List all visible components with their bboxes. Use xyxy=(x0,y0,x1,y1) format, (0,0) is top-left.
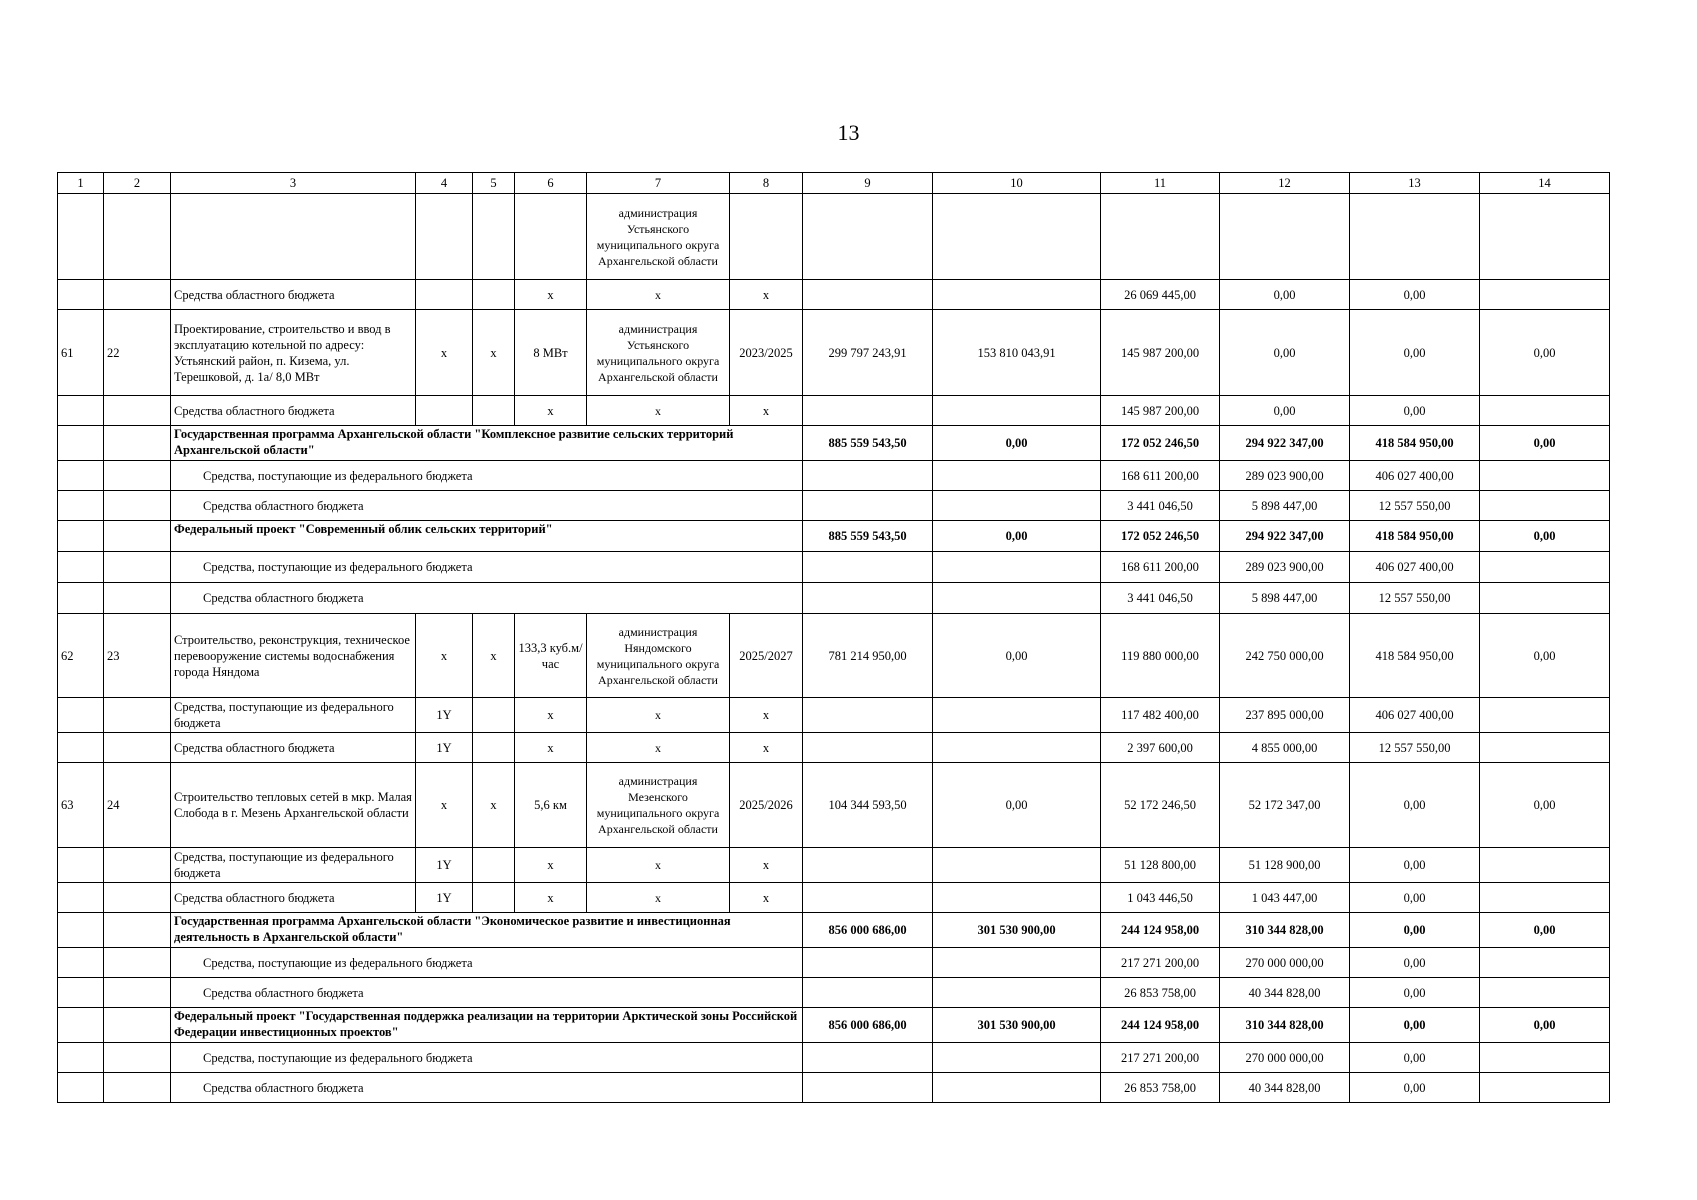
cell-c10 xyxy=(933,848,1101,883)
column-number-header: 5 xyxy=(473,173,515,194)
cell-c1: 63 xyxy=(58,763,104,848)
cell-c7: x xyxy=(587,396,730,426)
cell-c14 xyxy=(1480,396,1610,426)
program-row xyxy=(58,426,1610,461)
cell-c10 xyxy=(933,733,1101,763)
cell-c7: администрация Мезенского муниципального округа Архангельской области xyxy=(587,763,730,848)
cell-c7: x xyxy=(587,698,730,733)
cell-c11: 51 128 800,00 xyxy=(1101,848,1220,883)
cell-c12: 0,00 xyxy=(1220,396,1350,426)
cell-c6: x xyxy=(515,848,587,883)
cell-c9 xyxy=(803,883,933,913)
cell-c11: 145 987 200,00 xyxy=(1101,310,1220,396)
cell-c1 xyxy=(58,280,104,310)
cell-c13: 406 027 400,00 xyxy=(1350,698,1480,733)
cell-c3: Проектирование, строительство и ввод в эксплуатацию котельной по адресу: Устьянский район, п. Кизема, ул. Терешковой, д. 1а/ 8,0 МВт xyxy=(171,310,416,396)
cell-c4: 1Y xyxy=(416,883,473,913)
cell-c2 xyxy=(104,426,171,461)
cell-c1 xyxy=(58,978,104,1008)
cell-c1 xyxy=(58,848,104,883)
cell-c14 xyxy=(1480,948,1610,978)
cell-c12: 0,00 xyxy=(1220,280,1350,310)
cell-c5: x xyxy=(473,614,515,698)
cell-c2 xyxy=(104,733,171,763)
cell-c5: x xyxy=(473,763,515,848)
cell-c14 xyxy=(1480,583,1610,614)
cell-c6: x xyxy=(515,733,587,763)
cell-title: Средства, поступающие из федерального бюджета xyxy=(171,1043,803,1073)
cell-c9: 299 797 243,91 xyxy=(803,310,933,396)
cell-c2 xyxy=(104,848,171,883)
cell-c1 xyxy=(58,1073,104,1103)
cell-c6: 8 МВт xyxy=(515,310,587,396)
cell-c11: 26 853 758,00 xyxy=(1101,978,1220,1008)
cell-c12: 5 898 447,00 xyxy=(1220,583,1350,614)
column-number-row xyxy=(58,173,1610,194)
cell-c5 xyxy=(473,733,515,763)
cell-c4: x xyxy=(416,763,473,848)
cell-c1 xyxy=(58,426,104,461)
cell-c9: 104 344 593,50 xyxy=(803,763,933,848)
cell-title: Средства, поступающие из федерального бюджета xyxy=(171,461,803,491)
cell-c14: 0,00 xyxy=(1480,763,1610,848)
cell-c12: 294 922 347,00 xyxy=(1220,521,1350,552)
table-row xyxy=(58,310,1610,396)
cell-c2 xyxy=(104,583,171,614)
cell-c3: Средства, поступающие из федерального бюджета xyxy=(171,698,416,733)
cell-c1 xyxy=(58,913,104,948)
cell-title: Средства областного бюджета xyxy=(171,1073,803,1103)
cell-c9: 781 214 950,00 xyxy=(803,614,933,698)
cell-c1 xyxy=(58,491,104,521)
cell-c8: 2025/2027 xyxy=(730,614,803,698)
cell-c9: 885 559 543,50 xyxy=(803,426,933,461)
cell-c5 xyxy=(473,883,515,913)
cell-c9 xyxy=(803,848,933,883)
cell-c9 xyxy=(803,583,933,614)
cell-c12: 0,00 xyxy=(1220,310,1350,396)
cell-c13: 406 027 400,00 xyxy=(1350,461,1480,491)
funding-source-row xyxy=(58,1073,1610,1103)
cell-c1 xyxy=(58,396,104,426)
cell-c10 xyxy=(933,583,1101,614)
cell-c4 xyxy=(416,194,473,280)
cell-c12: 270 000 000,00 xyxy=(1220,948,1350,978)
cell-c5 xyxy=(473,194,515,280)
column-number-header: 7 xyxy=(587,173,730,194)
cell-c1 xyxy=(58,461,104,491)
cell-c6: x xyxy=(515,698,587,733)
column-number-header: 10 xyxy=(933,173,1101,194)
cell-c12: 51 128 900,00 xyxy=(1220,848,1350,883)
cell-c14: 0,00 xyxy=(1480,521,1610,552)
cell-c6: 5,6 км xyxy=(515,763,587,848)
cell-c11: 145 987 200,00 xyxy=(1101,396,1220,426)
cell-c9: 856 000 686,00 xyxy=(803,913,933,948)
cell-c13: 0,00 xyxy=(1350,280,1480,310)
cell-c14: 0,00 xyxy=(1480,310,1610,396)
column-number-header: 12 xyxy=(1220,173,1350,194)
cell-c1 xyxy=(58,583,104,614)
cell-c14 xyxy=(1480,848,1610,883)
cell-c6: x xyxy=(515,883,587,913)
cell-c11: 244 124 958,00 xyxy=(1101,1008,1220,1043)
cell-c4: 1Y xyxy=(416,733,473,763)
cell-c11: 168 611 200,00 xyxy=(1101,461,1220,491)
cell-c7: администрация Няндомского муниципального округа Архангельской области xyxy=(587,614,730,698)
cell-c12: 5 898 447,00 xyxy=(1220,491,1350,521)
cell-c6: 133,3 куб.м/час xyxy=(515,614,587,698)
cell-c10: 0,00 xyxy=(933,426,1101,461)
funding-source-row xyxy=(58,552,1610,583)
cell-c10 xyxy=(933,491,1101,521)
column-number-header: 2 xyxy=(104,173,171,194)
cell-title: Государственная программа Архангельской области "Экономическое развитие и инвестиционная деятельность в Архангельской области" xyxy=(171,913,803,948)
cell-c2: 23 xyxy=(104,614,171,698)
cell-c6: x xyxy=(515,280,587,310)
cell-c10 xyxy=(933,552,1101,583)
cell-c8: 2023/2025 xyxy=(730,310,803,396)
cell-c14 xyxy=(1480,461,1610,491)
column-number-header: 11 xyxy=(1101,173,1220,194)
cell-c10: 0,00 xyxy=(933,763,1101,848)
column-number-header: 14 xyxy=(1480,173,1610,194)
cell-c11: 119 880 000,00 xyxy=(1101,614,1220,698)
cell-c13 xyxy=(1350,194,1480,280)
cell-title: Средства, поступающие из федерального бюджета xyxy=(171,552,803,583)
cell-c14 xyxy=(1480,698,1610,733)
cell-c12: 1 043 447,00 xyxy=(1220,883,1350,913)
cell-c3: Строительство, реконструкция, техническое перевооружение системы водоснабжения города Няндома xyxy=(171,614,416,698)
table-row xyxy=(58,883,1610,913)
cell-c11: 3 441 046,50 xyxy=(1101,491,1220,521)
funding-source-row xyxy=(58,461,1610,491)
cell-c13: 0,00 xyxy=(1350,396,1480,426)
cell-c1 xyxy=(58,1008,104,1043)
cell-c13: 0,00 xyxy=(1350,978,1480,1008)
cell-c11: 217 271 200,00 xyxy=(1101,948,1220,978)
cell-c12: 237 895 000,00 xyxy=(1220,698,1350,733)
cell-c10 xyxy=(933,461,1101,491)
cell-c8: 2025/2026 xyxy=(730,763,803,848)
program-row xyxy=(58,521,1610,552)
cell-c12: 310 344 828,00 xyxy=(1220,1008,1350,1043)
cell-c7: x xyxy=(587,883,730,913)
cell-c4: x xyxy=(416,310,473,396)
cell-c13: 418 584 950,00 xyxy=(1350,426,1480,461)
cell-c13: 0,00 xyxy=(1350,1073,1480,1103)
cell-c2 xyxy=(104,978,171,1008)
cell-c10 xyxy=(933,396,1101,426)
cell-c1: 61 xyxy=(58,310,104,396)
column-number-header: 3 xyxy=(171,173,416,194)
cell-c12: 310 344 828,00 xyxy=(1220,913,1350,948)
cell-c3: Средства областного бюджета xyxy=(171,280,416,310)
table-row xyxy=(58,848,1610,883)
cell-c14: 0,00 xyxy=(1480,913,1610,948)
cell-c12 xyxy=(1220,194,1350,280)
cell-c9 xyxy=(803,552,933,583)
cell-c2 xyxy=(104,461,171,491)
column-number-header: 1 xyxy=(58,173,104,194)
cell-c2 xyxy=(104,698,171,733)
cell-c9 xyxy=(803,491,933,521)
cell-c13: 12 557 550,00 xyxy=(1350,733,1480,763)
cell-c3 xyxy=(171,194,416,280)
cell-c13: 0,00 xyxy=(1350,1043,1480,1073)
cell-c2 xyxy=(104,552,171,583)
cell-c10 xyxy=(933,1073,1101,1103)
cell-title: Средства, поступающие из федерального бюджета xyxy=(171,948,803,978)
cell-c2 xyxy=(104,948,171,978)
cell-c11: 2 397 600,00 xyxy=(1101,733,1220,763)
cell-c8: x xyxy=(730,733,803,763)
cell-c7: x xyxy=(587,848,730,883)
cell-c10 xyxy=(933,194,1101,280)
cell-c2 xyxy=(104,396,171,426)
cell-c11: 217 271 200,00 xyxy=(1101,1043,1220,1073)
cell-c2 xyxy=(104,1043,171,1073)
cell-title: Средства областного бюджета xyxy=(171,491,803,521)
cell-c9 xyxy=(803,1043,933,1073)
page-number: 13 xyxy=(837,120,860,145)
cell-c14: 0,00 xyxy=(1480,1008,1610,1043)
cell-c12: 270 000 000,00 xyxy=(1220,1043,1350,1073)
table-row xyxy=(58,280,1610,310)
cell-title: Федеральный проект "Современный облик сельских территорий" xyxy=(171,521,803,552)
cell-c2 xyxy=(104,1073,171,1103)
table-row xyxy=(58,763,1610,848)
cell-c12: 289 023 900,00 xyxy=(1220,461,1350,491)
cell-c13: 0,00 xyxy=(1350,948,1480,978)
cell-c12: 294 922 347,00 xyxy=(1220,426,1350,461)
cell-c13: 12 557 550,00 xyxy=(1350,583,1480,614)
budget-table xyxy=(57,172,1610,1103)
cell-c1 xyxy=(58,883,104,913)
cell-c14 xyxy=(1480,491,1610,521)
cell-title: Средства областного бюджета xyxy=(171,978,803,1008)
cell-c2 xyxy=(104,491,171,521)
cell-c1 xyxy=(58,948,104,978)
cell-c11: 26 853 758,00 xyxy=(1101,1073,1220,1103)
cell-c8: x xyxy=(730,698,803,733)
cell-c9 xyxy=(803,280,933,310)
cell-c11: 26 069 445,00 xyxy=(1101,280,1220,310)
cell-c14 xyxy=(1480,1073,1610,1103)
cell-c9 xyxy=(803,698,933,733)
cell-c9 xyxy=(803,194,933,280)
cell-c11 xyxy=(1101,194,1220,280)
cell-c4: 1Y xyxy=(416,698,473,733)
cell-c13: 0,00 xyxy=(1350,1008,1480,1043)
cell-c10 xyxy=(933,978,1101,1008)
cell-c5 xyxy=(473,280,515,310)
cell-c10 xyxy=(933,1043,1101,1073)
cell-c2 xyxy=(104,1008,171,1043)
funding-source-row xyxy=(58,583,1610,614)
cell-c14: 0,00 xyxy=(1480,426,1610,461)
cell-c14 xyxy=(1480,1043,1610,1073)
funding-source-row xyxy=(58,491,1610,521)
cell-c10: 0,00 xyxy=(933,614,1101,698)
cell-c4 xyxy=(416,396,473,426)
cell-c6 xyxy=(515,194,587,280)
cell-c2: 24 xyxy=(104,763,171,848)
cell-c1 xyxy=(58,194,104,280)
table-row xyxy=(58,396,1610,426)
cell-c14 xyxy=(1480,978,1610,1008)
cell-c11: 52 172 246,50 xyxy=(1101,763,1220,848)
cell-c11: 3 441 046,50 xyxy=(1101,583,1220,614)
cell-c1 xyxy=(58,552,104,583)
cell-c1 xyxy=(58,733,104,763)
column-number-header: 9 xyxy=(803,173,933,194)
cell-c13: 0,00 xyxy=(1350,763,1480,848)
cell-c2: 22 xyxy=(104,310,171,396)
table-row xyxy=(58,733,1610,763)
cell-title: Средства областного бюджета xyxy=(171,583,803,614)
cell-c9: 885 559 543,50 xyxy=(803,521,933,552)
cell-c8: x xyxy=(730,883,803,913)
cell-c3: Строительство тепловых сетей в мкр. Малая Слобода в г. Мезень Архангельской области xyxy=(171,763,416,848)
cell-c9 xyxy=(803,733,933,763)
cell-c10 xyxy=(933,883,1101,913)
cell-c12: 242 750 000,00 xyxy=(1220,614,1350,698)
cell-c6: x xyxy=(515,396,587,426)
cell-title: Государственная программа Архангельской области "Комплексное развитие сельских территорий Архангельской области" xyxy=(171,426,803,461)
cell-c5 xyxy=(473,698,515,733)
cell-c8 xyxy=(730,194,803,280)
table-row xyxy=(58,614,1610,698)
cell-c12: 52 172 347,00 xyxy=(1220,763,1350,848)
cell-c12: 4 855 000,00 xyxy=(1220,733,1350,763)
cell-c8: x xyxy=(730,848,803,883)
cell-c9 xyxy=(803,948,933,978)
funding-source-row xyxy=(58,1043,1610,1073)
cell-c2 xyxy=(104,883,171,913)
cell-c2 xyxy=(104,521,171,552)
cell-c4 xyxy=(416,280,473,310)
cell-c13: 418 584 950,00 xyxy=(1350,614,1480,698)
cell-c13: 418 584 950,00 xyxy=(1350,521,1480,552)
cell-c5: x xyxy=(473,310,515,396)
cell-c11: 172 052 246,50 xyxy=(1101,426,1220,461)
cell-c1 xyxy=(58,698,104,733)
cell-c12: 289 023 900,00 xyxy=(1220,552,1350,583)
cell-c10 xyxy=(933,698,1101,733)
cell-c7: x xyxy=(587,280,730,310)
cell-c13: 0,00 xyxy=(1350,848,1480,883)
program-row xyxy=(58,913,1610,948)
cell-c8: x xyxy=(730,280,803,310)
cell-title: Федеральный проект "Государственная поддержка реализации на территории Арктической зоны Российской Федерации инвестиционных проектов" xyxy=(171,1008,803,1043)
cell-c11: 244 124 958,00 xyxy=(1101,913,1220,948)
column-number-header: 13 xyxy=(1350,173,1480,194)
cell-c3: Средства, поступающие из федерального бюджета xyxy=(171,848,416,883)
cell-c9 xyxy=(803,1073,933,1103)
cell-c2 xyxy=(104,280,171,310)
cell-c13: 0,00 xyxy=(1350,310,1480,396)
cell-c5 xyxy=(473,396,515,426)
cell-c12: 40 344 828,00 xyxy=(1220,978,1350,1008)
cell-c10 xyxy=(933,280,1101,310)
cell-c3: Средства областного бюджета xyxy=(171,883,416,913)
column-number-header: 4 xyxy=(416,173,473,194)
cell-c4: x xyxy=(416,614,473,698)
cell-c11: 117 482 400,00 xyxy=(1101,698,1220,733)
cell-c13: 0,00 xyxy=(1350,913,1480,948)
cell-c8: x xyxy=(730,396,803,426)
cell-c13: 12 557 550,00 xyxy=(1350,491,1480,521)
cell-c14 xyxy=(1480,280,1610,310)
cell-c12: 40 344 828,00 xyxy=(1220,1073,1350,1103)
cell-c9: 856 000 686,00 xyxy=(803,1008,933,1043)
cell-c9 xyxy=(803,461,933,491)
column-number-header: 6 xyxy=(515,173,587,194)
column-number-header: 8 xyxy=(730,173,803,194)
cell-c5 xyxy=(473,848,515,883)
cell-c7: x xyxy=(587,733,730,763)
table-row xyxy=(58,194,1610,280)
cell-c10: 0,00 xyxy=(933,521,1101,552)
cell-c3: Средства областного бюджета xyxy=(171,733,416,763)
cell-c2 xyxy=(104,194,171,280)
cell-c7: администрация Устьянского муниципального округа Архангельской области xyxy=(587,310,730,396)
cell-c4: 1Y xyxy=(416,848,473,883)
cell-c2 xyxy=(104,913,171,948)
funding-source-row xyxy=(58,978,1610,1008)
program-row xyxy=(58,1008,1610,1043)
cell-c14: 0,00 xyxy=(1480,614,1610,698)
cell-c10: 301 530 900,00 xyxy=(933,1008,1101,1043)
cell-c9 xyxy=(803,978,933,1008)
cell-c14 xyxy=(1480,552,1610,583)
cell-c14 xyxy=(1480,733,1610,763)
cell-c13: 406 027 400,00 xyxy=(1350,552,1480,583)
cell-c10: 301 530 900,00 xyxy=(933,913,1101,948)
cell-c7: администрация Устьянского муниципального округа Архангельской области xyxy=(587,194,730,280)
cell-c14 xyxy=(1480,194,1610,280)
cell-c1: 62 xyxy=(58,614,104,698)
cell-c13: 0,00 xyxy=(1350,883,1480,913)
cell-c1 xyxy=(58,521,104,552)
table-row xyxy=(58,698,1610,733)
cell-c9 xyxy=(803,396,933,426)
cell-c14 xyxy=(1480,883,1610,913)
cell-c3: Средства областного бюджета xyxy=(171,396,416,426)
cell-c11: 168 611 200,00 xyxy=(1101,552,1220,583)
cell-c10: 153 810 043,91 xyxy=(933,310,1101,396)
cell-c11: 172 052 246,50 xyxy=(1101,521,1220,552)
funding-source-row xyxy=(58,948,1610,978)
cell-c10 xyxy=(933,948,1101,978)
cell-c11: 1 043 446,50 xyxy=(1101,883,1220,913)
cell-c1 xyxy=(58,1043,104,1073)
